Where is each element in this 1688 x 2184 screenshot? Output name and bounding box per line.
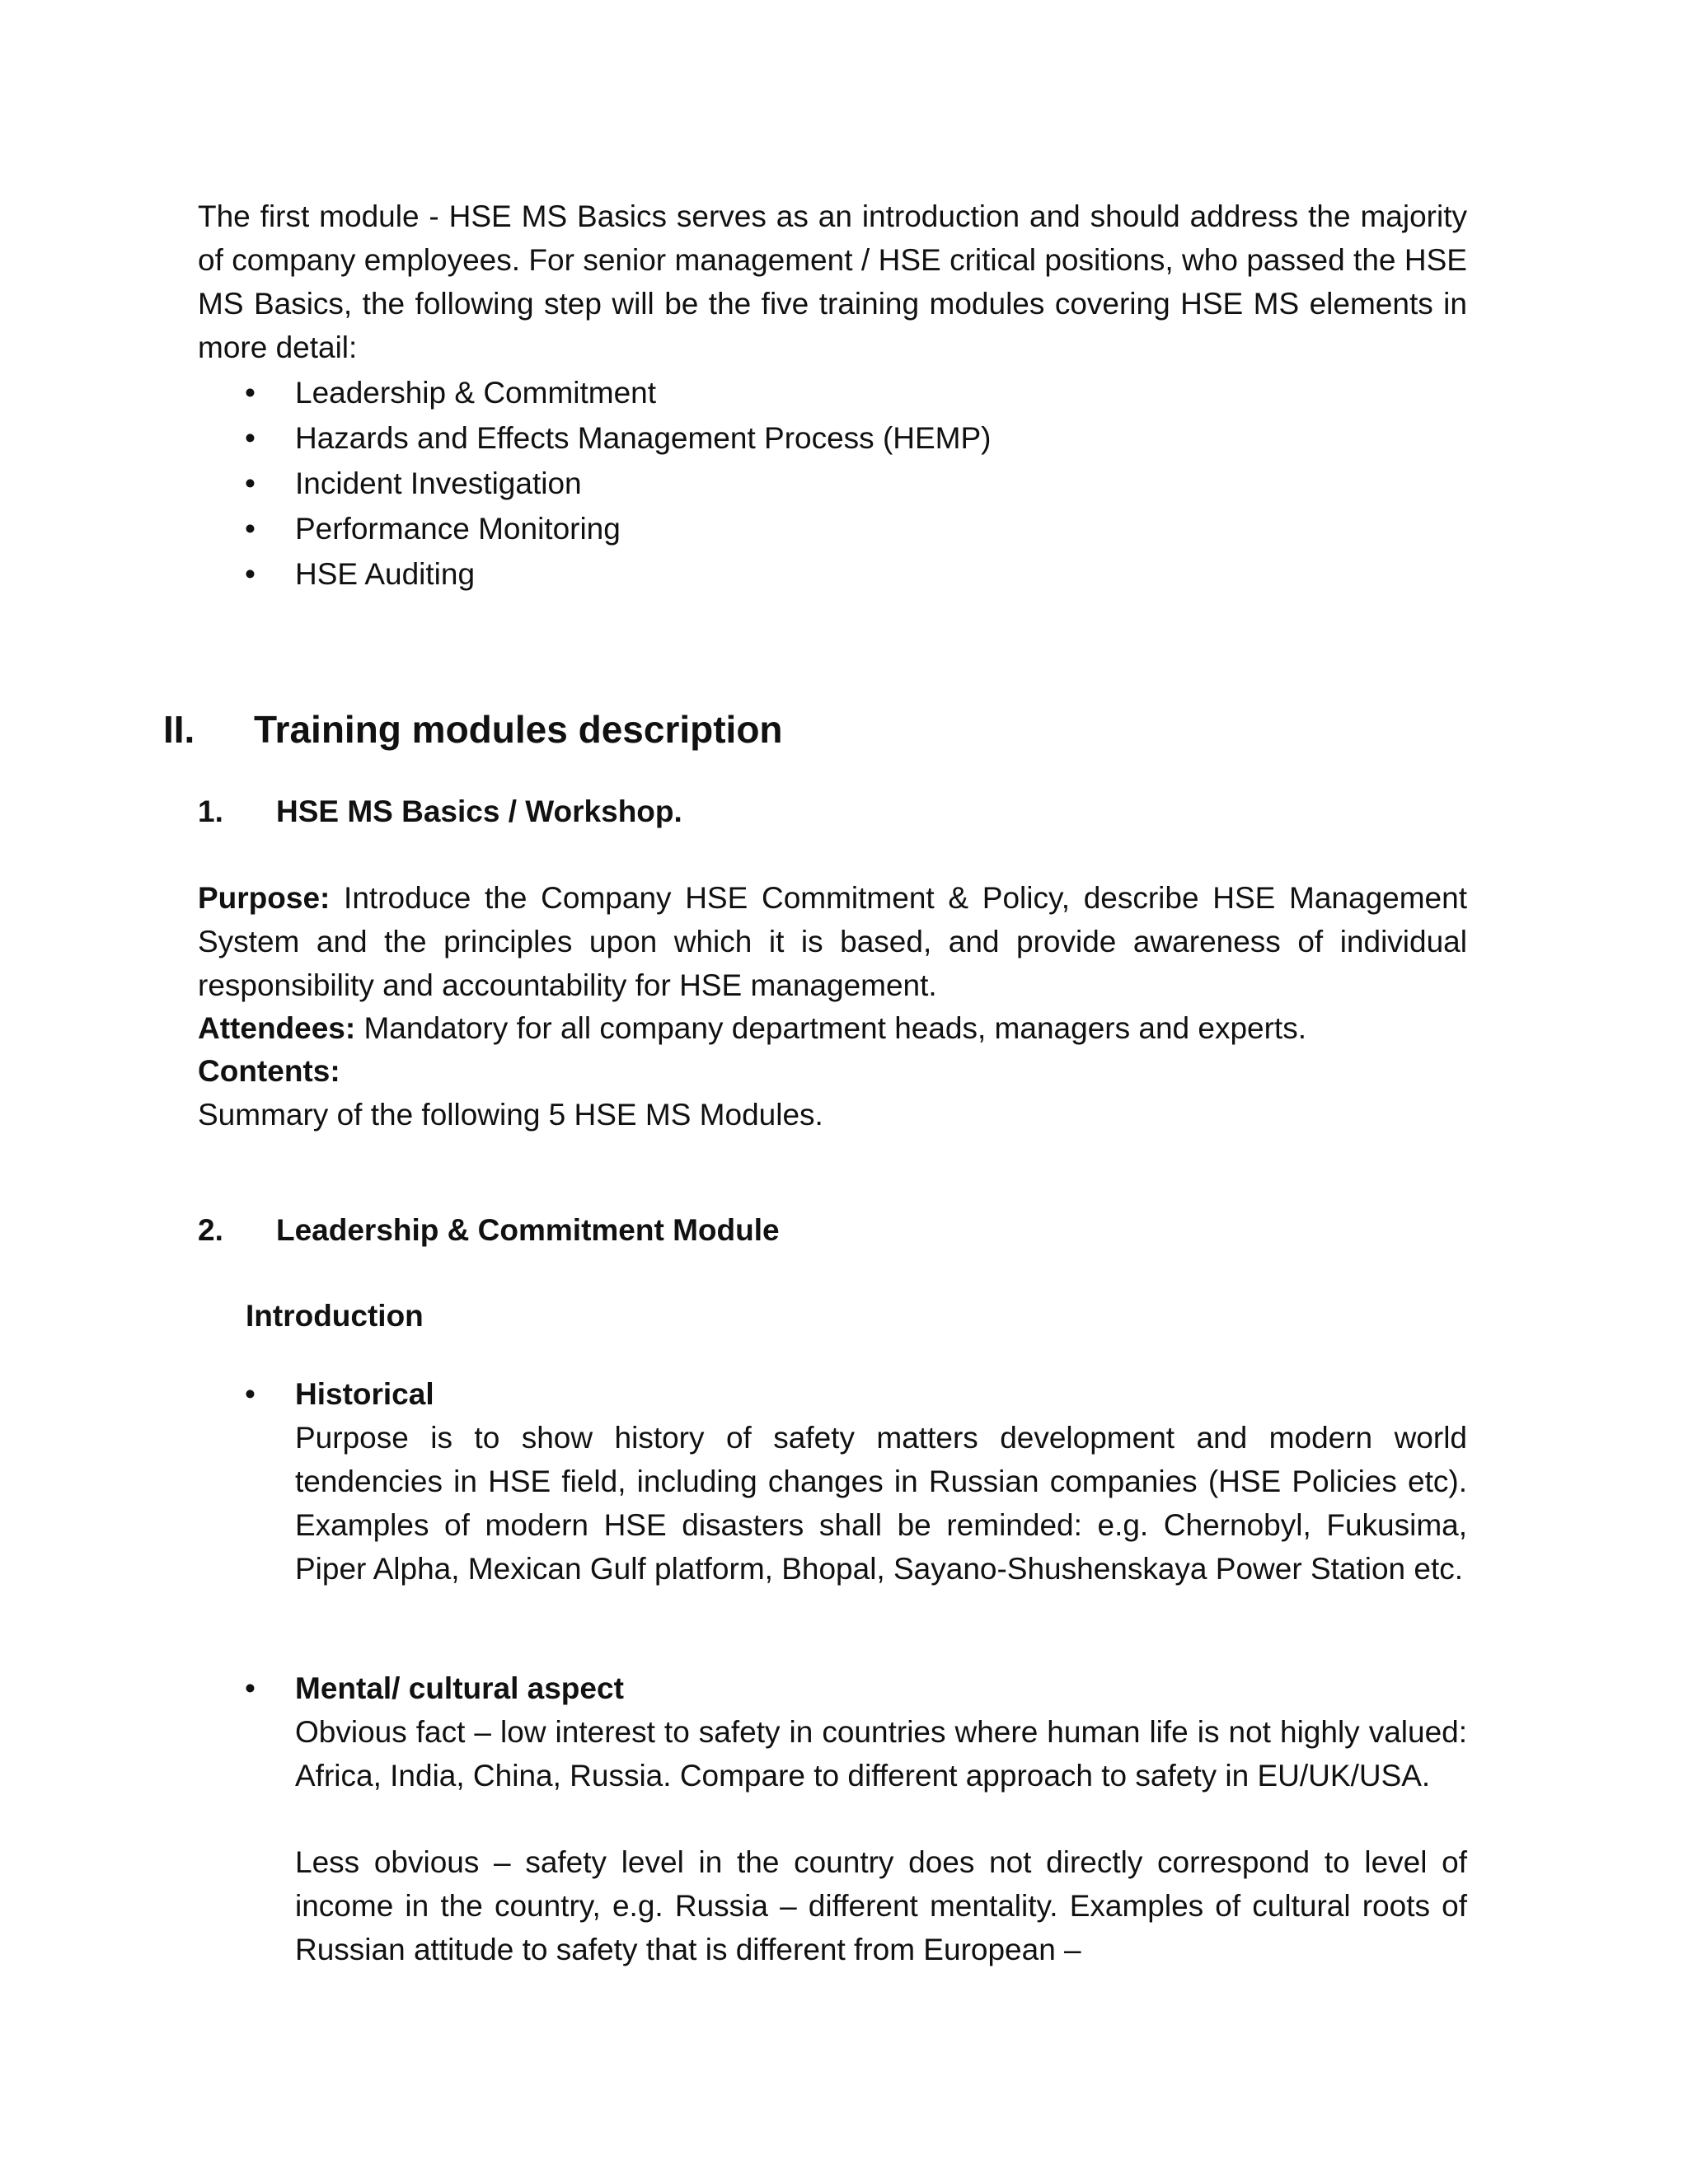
section-heading (163, 705, 783, 754)
historical-text: Purpose is to show history of safety matters development and modern world tendencies in HSE field, including changes in Russian companies (HSE Policies etc). Examples of modern HSE disasters shall be reminded: e.g. Chernobyl, Fukusima, Piper Alpha, Mexican Gulf platform, Bhopal, Sayano-Shushenskaya Power Station etc. (295, 1421, 1467, 1586)
module-2-heading (198, 1208, 780, 1252)
bullet-icon: • (245, 1377, 256, 1411)
section-title: Training modules description (254, 708, 783, 751)
module-1-heading (198, 790, 682, 833)
module-list-item: Leadership & Commitment (295, 376, 657, 410)
introduction-heading: Introduction (246, 1299, 424, 1333)
module-2-number: 2. (198, 1213, 223, 1247)
module-list-item: HSE Auditing (295, 557, 476, 591)
bullet-icon: • (245, 512, 256, 546)
module-1-title: HSE MS Basics / Workshop. (276, 794, 682, 828)
contents-text: Summary of the following 5 HSE MS Modules. (198, 1098, 823, 1132)
mental-title: Mental/ cultural aspect (295, 1671, 624, 1705)
attendees-paragraph (198, 1006, 1467, 1050)
module-1-number: 1. (198, 794, 223, 828)
bullet-icon: • (245, 1671, 256, 1705)
bullet-icon: • (245, 557, 256, 591)
historical-title: Historical (295, 1377, 434, 1411)
section-number: II. (163, 708, 195, 751)
purpose-paragraph (198, 876, 1467, 1007)
purpose-text: Introduce the Company HSE Commitment & Policy, describe HSE Management System and the principles upon which it is based, and provide awareness of individual responsibility and accountability for HSE management. (198, 881, 1467, 1002)
mental-text-2: Less obvious – safety level in the country does not directly correspond to level of income in the country, e.g. Russia – different mentality. Examples of cultural roots of Russian attitude to safety that is different from European – (295, 1845, 1467, 1966)
bullet-icon: • (245, 376, 256, 410)
purpose-label: Purpose: (198, 881, 331, 915)
module-list-item: Performance Monitoring (295, 512, 621, 546)
module-list-item: Incident Investigation (295, 466, 582, 500)
bullet-icon: • (245, 421, 256, 455)
attendees-label: Attendees: (198, 1011, 356, 1045)
module-list-item: Hazards and Effects Management Process (HEMP) (295, 421, 992, 455)
intro-paragraph: The first module - HSE MS Basics serves as an introduction and should address the majority of company employees. For senior management / HSE critical positions, who passed the HSE MS Basics, the following step will be the five training modules covering HSE MS elements in more detail: (198, 199, 1467, 364)
attendees-text: Mandatory for all company department heads, managers and experts. (355, 1011, 1306, 1045)
module-2-title: Leadership & Commitment Module (276, 1213, 780, 1247)
bullet-icon: • (245, 466, 256, 500)
contents-label: Contents: (198, 1054, 340, 1088)
mental-text-1: Obvious fact – low interest to safety in countries where human life is not highly valued: Africa, India, China, Russia. Compare to different approach to safety in EU/UK/USA. (295, 1715, 1467, 1793)
